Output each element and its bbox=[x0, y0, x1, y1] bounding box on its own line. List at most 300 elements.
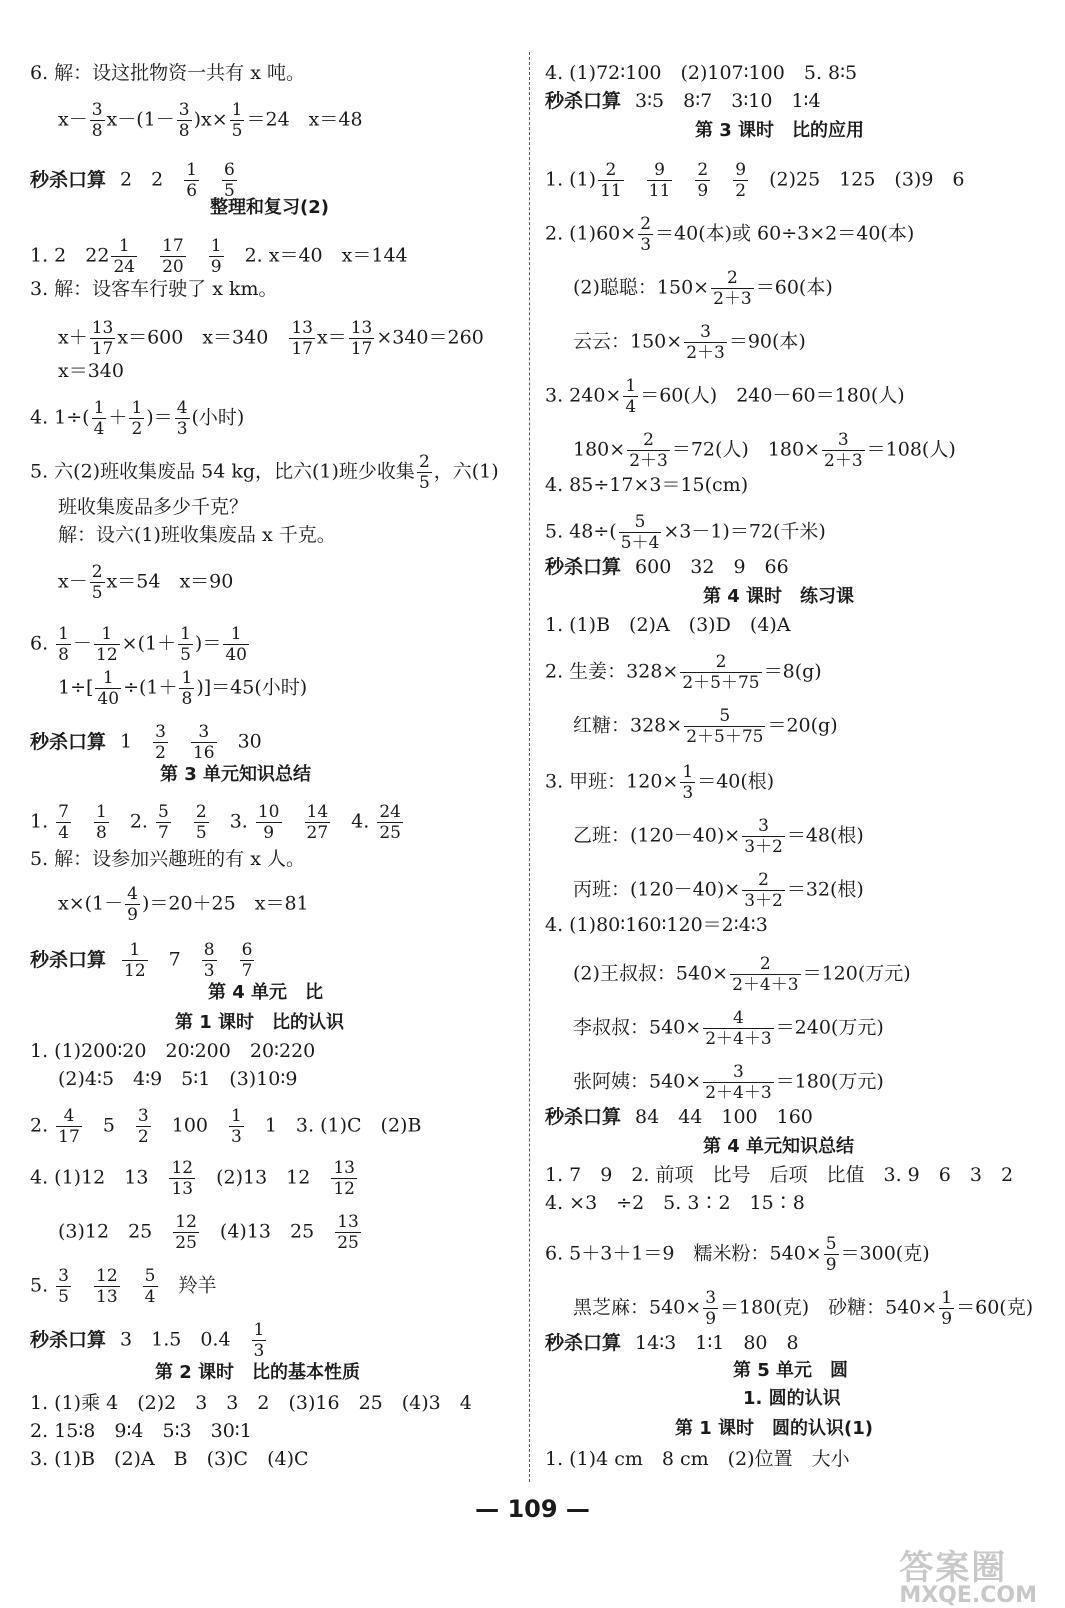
text-run bbox=[674, 169, 693, 191]
numerator: 1 bbox=[96, 802, 107, 822]
numerator: 1 bbox=[180, 624, 191, 644]
denominator: 3＋2 bbox=[744, 891, 783, 911]
text-run: x＝54 x＝90 bbox=[106, 570, 234, 593]
text-run: 第 4 单元 比 bbox=[208, 982, 324, 1003]
fraction bbox=[417, 452, 432, 493]
text-run: ＝24 x＝48 bbox=[246, 108, 363, 131]
numerator: 2 bbox=[195, 802, 207, 822]
text-run: ，六(1) bbox=[433, 460, 499, 483]
denominator: 5 bbox=[195, 823, 207, 843]
denominator: 2 bbox=[137, 1127, 149, 1147]
fraction bbox=[742, 870, 785, 911]
fraction bbox=[173, 1212, 199, 1253]
fraction bbox=[240, 940, 255, 981]
text-run bbox=[712, 169, 731, 191]
denominator: 20 bbox=[162, 257, 184, 277]
denominator: 9 bbox=[263, 823, 275, 843]
denominator: 2＋4＋3 bbox=[732, 975, 799, 995]
answer-line bbox=[30, 1158, 359, 1199]
text-run bbox=[219, 949, 238, 971]
text-run: 李叔叔：540× bbox=[573, 1016, 702, 1039]
numerator: 2 bbox=[711, 268, 754, 289]
numerator: 12 bbox=[171, 1158, 194, 1178]
column-divider bbox=[529, 52, 531, 1482]
text-run: (2)25 125 (3)9 6 bbox=[750, 168, 965, 191]
fraction bbox=[331, 1158, 357, 1199]
numerator: 3 bbox=[742, 816, 785, 837]
answer-line bbox=[58, 668, 307, 709]
answer-line bbox=[545, 1330, 799, 1356]
fraction bbox=[252, 1320, 267, 1361]
text-run: )＝ bbox=[194, 632, 222, 655]
answer-line bbox=[545, 1190, 805, 1216]
fraction bbox=[90, 562, 105, 603]
fraction bbox=[230, 100, 245, 141]
denominator: 2＋5＋75 bbox=[686, 727, 764, 747]
fraction bbox=[209, 236, 224, 277]
numerator: 13 bbox=[350, 318, 373, 338]
denominator: 9 bbox=[941, 1309, 953, 1329]
answer-line bbox=[58, 562, 233, 603]
numerator: 3 bbox=[178, 100, 190, 120]
text-run: x＝340 bbox=[58, 360, 124, 382]
text-run: 7 bbox=[149, 948, 200, 971]
denominator: 40 bbox=[225, 645, 247, 665]
fraction bbox=[160, 236, 186, 277]
numerator: 5 bbox=[158, 802, 169, 822]
text-run: 1. (1)B (2)A (3)D (4)A bbox=[545, 614, 791, 636]
denominator: 3 bbox=[682, 783, 694, 803]
fraction bbox=[647, 160, 673, 201]
text-run: x＝ bbox=[316, 326, 347, 349]
section-heading bbox=[208, 980, 323, 1006]
text-run: 1÷[ bbox=[58, 676, 94, 699]
text-run: x－(1－ bbox=[106, 108, 175, 131]
quick-calc-label: 秒杀口算 bbox=[30, 168, 107, 191]
denominator: 8 bbox=[181, 689, 193, 709]
denominator: 12 bbox=[333, 1179, 355, 1199]
denominator: 4 bbox=[625, 397, 637, 417]
denominator: 17 bbox=[350, 339, 373, 359]
text-run: 黑芝麻：540× bbox=[573, 1296, 702, 1319]
answer-line bbox=[545, 60, 857, 86]
answer-line bbox=[573, 816, 864, 857]
fraction bbox=[619, 512, 662, 553]
denominator: 3 bbox=[203, 961, 215, 981]
denominator: 9 bbox=[127, 905, 138, 925]
text-run: 云云：150× bbox=[573, 330, 683, 353]
text-run bbox=[173, 811, 192, 833]
fraction bbox=[680, 652, 761, 693]
fraction bbox=[627, 430, 670, 471]
denominator: 5 bbox=[418, 473, 430, 493]
numerator: 2 bbox=[680, 652, 761, 673]
text-run: 14∶3 1∶1 80 8 bbox=[635, 1332, 799, 1354]
text-run: 乙班：(120－40)× bbox=[573, 824, 741, 847]
fraction bbox=[156, 802, 171, 843]
denominator: 5 bbox=[58, 1287, 69, 1307]
text-run: 第 5 单元 圆 bbox=[733, 1360, 849, 1381]
numerator: 2 bbox=[91, 562, 103, 582]
denominator: 9 bbox=[825, 1255, 837, 1275]
fraction bbox=[56, 624, 71, 665]
fraction bbox=[56, 1266, 71, 1307]
answer-line bbox=[545, 554, 789, 580]
section-heading bbox=[743, 1386, 841, 1412]
text-run: 3. (1)B (2)A B (3)C (4)C bbox=[30, 1448, 309, 1470]
text-run: x＝600 x＝340 bbox=[117, 326, 288, 349]
text-run: 3∶5 8∶7 3∶10 1∶4 bbox=[635, 90, 821, 112]
denominator: 16 bbox=[192, 743, 215, 763]
numerator: 1 bbox=[941, 1288, 953, 1308]
text-run: 30 bbox=[218, 730, 262, 753]
fraction bbox=[256, 802, 282, 843]
numerator: 13 bbox=[337, 1212, 359, 1232]
text-run: x－ bbox=[58, 570, 88, 593]
fraction bbox=[939, 1288, 954, 1329]
text-run: ×340＝260 bbox=[376, 326, 484, 349]
text-run: 2. bbox=[30, 1114, 55, 1137]
fraction bbox=[638, 214, 653, 255]
denominator: 17 bbox=[91, 339, 114, 359]
fraction bbox=[623, 376, 638, 417]
fraction bbox=[179, 668, 194, 709]
fraction bbox=[349, 318, 375, 359]
numerator: 1 bbox=[122, 940, 148, 961]
fraction bbox=[822, 430, 865, 471]
denominator: 24 bbox=[113, 257, 136, 277]
numerator: 5 bbox=[825, 1234, 837, 1254]
denominator: 3 bbox=[253, 1341, 265, 1361]
text-run: ＝180(克) 砂糖：540× bbox=[720, 1296, 938, 1319]
fraction bbox=[684, 322, 727, 363]
fraction bbox=[111, 236, 137, 277]
denominator: 3 bbox=[640, 235, 652, 255]
fraction bbox=[95, 668, 121, 709]
answer-line bbox=[30, 1418, 252, 1444]
text-run: ＝108(人) bbox=[866, 438, 956, 461]
text-run: ＝20(g) bbox=[767, 714, 838, 737]
text-run: 5 bbox=[83, 1114, 134, 1137]
denominator: 11 bbox=[648, 181, 671, 201]
numerator: 2 bbox=[627, 430, 670, 451]
text-run: 张阿姨：540× bbox=[573, 1070, 702, 1093]
fraction bbox=[742, 816, 785, 857]
answer-line bbox=[573, 322, 806, 363]
text-run bbox=[170, 731, 189, 753]
page-number: — 109 — bbox=[475, 1495, 590, 1523]
section-heading bbox=[210, 195, 329, 221]
text-run bbox=[73, 811, 92, 833]
text-run: ＝40(根) bbox=[697, 770, 775, 793]
section-heading bbox=[160, 762, 311, 788]
answer-line bbox=[30, 276, 278, 302]
text-run: 5. 解：设参加兴趣班的有 x 人。 bbox=[30, 848, 305, 870]
answer-line bbox=[30, 452, 499, 493]
numerator: 3 bbox=[684, 322, 727, 343]
denominator: 25 bbox=[337, 1233, 359, 1253]
fraction bbox=[703, 1288, 718, 1329]
answer-line bbox=[30, 846, 305, 872]
fraction bbox=[184, 160, 199, 201]
denominator: 12 bbox=[96, 645, 118, 665]
numerator: 6 bbox=[224, 160, 235, 180]
numerator: 5 bbox=[684, 706, 765, 727]
fraction bbox=[335, 1212, 361, 1253]
text-run: 1. 圆的认识 bbox=[743, 1388, 841, 1409]
text-run: 3. 解：设客车行驶了 x km。 bbox=[30, 278, 278, 300]
numerator: 2 bbox=[640, 214, 652, 234]
answer-line bbox=[545, 652, 822, 693]
section-heading bbox=[675, 1416, 873, 1442]
numerator: 7 bbox=[58, 802, 69, 822]
text-run: 5. bbox=[30, 1274, 55, 1297]
fraction bbox=[733, 160, 748, 201]
fraction bbox=[377, 802, 403, 843]
fraction bbox=[223, 624, 249, 665]
answer-line bbox=[58, 318, 484, 359]
text-run bbox=[73, 1275, 92, 1297]
denominator: 2＋3 bbox=[824, 451, 863, 471]
numerator: 3 bbox=[703, 1062, 773, 1083]
quick-calc-label: 秒杀口算 bbox=[30, 948, 107, 971]
quick-calc-label: 秒杀口算 bbox=[545, 1332, 622, 1354]
denominator: 13 bbox=[96, 1287, 118, 1307]
text-run: ＝60(人) 240－60＝180(人) bbox=[640, 384, 905, 407]
text-run bbox=[626, 169, 645, 191]
denominator: 27 bbox=[306, 823, 329, 843]
denominator: 8 bbox=[178, 121, 190, 141]
text-run: )＝ bbox=[146, 406, 173, 429]
numerator: 1 bbox=[93, 398, 105, 418]
text-run: 1. (1)200∶20 20∶200 20∶220 bbox=[30, 1040, 316, 1062]
text-run: 丙班：(120－40)× bbox=[573, 878, 741, 901]
numerator: 3 bbox=[191, 722, 217, 743]
answer-line bbox=[30, 1390, 472, 1416]
text-run: 6. 5＋3＋1＝9 糯米粉：540× bbox=[545, 1242, 822, 1265]
text-run: 4. (1)72∶100 (2)107∶100 5. 8∶5 bbox=[545, 62, 858, 84]
numerator: 4 bbox=[176, 398, 188, 418]
text-run: )＝20＋25 x＝81 bbox=[141, 892, 309, 915]
numerator: 1 bbox=[625, 376, 637, 396]
text-run: 3. 甲班：120× bbox=[545, 770, 679, 793]
denominator: 9 bbox=[697, 181, 709, 201]
numerator: 1 bbox=[95, 668, 121, 689]
answer-line bbox=[573, 870, 864, 911]
denominator: 40 bbox=[97, 689, 120, 709]
numerator: 2 bbox=[730, 954, 800, 975]
text-run: (小时) bbox=[191, 406, 245, 429]
text-run bbox=[201, 169, 220, 191]
denominator: 25 bbox=[175, 1233, 197, 1253]
text-run: 第 1 课时 圆的认识(1) bbox=[675, 1418, 874, 1439]
answer-line bbox=[545, 376, 905, 417]
text-run: 第 4 单元知识总结 bbox=[703, 1136, 855, 1157]
answer-line bbox=[30, 722, 262, 763]
fraction bbox=[153, 722, 168, 763]
answer-line bbox=[30, 802, 405, 843]
numerator: 1 bbox=[94, 624, 120, 645]
text-run: 第 2 课时 比的基本性质 bbox=[155, 1362, 361, 1383]
numerator: 1 bbox=[253, 1320, 265, 1340]
numerator: 13 bbox=[333, 1158, 355, 1178]
numerator: 1 bbox=[682, 762, 694, 782]
text-run: (4)13 25 bbox=[200, 1220, 334, 1243]
text-run bbox=[188, 245, 207, 267]
numerator: 4 bbox=[56, 1106, 82, 1127]
quick-calc-label: 秒杀口算 bbox=[30, 730, 107, 753]
denominator: 8 bbox=[91, 121, 103, 141]
answer-line bbox=[30, 160, 239, 201]
denominator: 2＋5＋75 bbox=[682, 673, 760, 693]
text-run: 4. bbox=[332, 810, 376, 833]
text-run bbox=[139, 245, 158, 267]
denominator: 6 bbox=[186, 181, 198, 201]
numerator: 5 bbox=[144, 1266, 156, 1286]
numerator: 13 bbox=[91, 318, 114, 338]
text-run: 3 1.5 0.4 bbox=[120, 1328, 250, 1351]
quick-calc-label: 秒杀口算 bbox=[545, 556, 622, 578]
numerator: 9 bbox=[735, 160, 747, 180]
denominator: 4 bbox=[58, 823, 69, 843]
text-run: x×(1－ bbox=[58, 892, 124, 915]
numerator: 3 bbox=[137, 1106, 149, 1126]
fraction bbox=[680, 762, 695, 803]
text-run: 180× bbox=[573, 438, 626, 461]
answer-line bbox=[573, 954, 911, 995]
numerator: 3 bbox=[91, 100, 103, 120]
text-run: 4. 85÷17×3＝15(cm) bbox=[545, 474, 749, 496]
fraction bbox=[136, 1106, 151, 1147]
fraction bbox=[684, 706, 765, 747]
text-run: 1. bbox=[30, 810, 55, 833]
answer-line bbox=[30, 1266, 217, 1307]
fraction bbox=[90, 318, 116, 359]
text-run: ＝48(根) bbox=[786, 824, 864, 847]
denominator: 2 bbox=[155, 743, 166, 763]
text-run: ＝8(g) bbox=[763, 660, 822, 683]
denominator: 8 bbox=[96, 823, 107, 843]
text-run: 5. 48÷( bbox=[545, 520, 617, 543]
fraction bbox=[169, 1158, 195, 1199]
text-run: 1. 7 9 2. 前项 比号 后项 比值 3. 9 6 3 2 bbox=[545, 1164, 1014, 1186]
answer-line bbox=[573, 1288, 1033, 1329]
denominator: 5 bbox=[91, 583, 103, 603]
text-run: 1 3. (1)C (2)B bbox=[245, 1114, 422, 1137]
text-run: 100 bbox=[152, 1114, 227, 1137]
numerator: 1 bbox=[181, 668, 193, 688]
numerator: 13 bbox=[291, 318, 313, 338]
numerator: 24 bbox=[379, 802, 401, 822]
text-run: 1 bbox=[120, 730, 152, 753]
text-run: 3. 240× bbox=[545, 384, 622, 407]
answer-line bbox=[545, 912, 768, 938]
fraction bbox=[56, 802, 71, 843]
text-run: ＝120(万元) bbox=[802, 962, 911, 985]
text-run: 第 4 课时 练习课 bbox=[703, 586, 855, 607]
text-run: 5. 六(2)班收集废品 54 kg，比六(1)班少收集 bbox=[30, 460, 415, 483]
answer-line bbox=[545, 1446, 850, 1472]
answer-line bbox=[545, 612, 790, 638]
fraction bbox=[122, 940, 148, 981]
answer-line bbox=[30, 398, 244, 439]
fraction bbox=[94, 802, 109, 843]
section-heading bbox=[155, 1360, 360, 1386]
text-run: ＝72(人) 180× bbox=[671, 438, 821, 461]
denominator: 9 bbox=[210, 257, 222, 277]
denominator: 25 bbox=[379, 823, 401, 843]
text-run: 1. (1)4 cm 8 cm (2)位置 大小 bbox=[545, 1448, 850, 1470]
text-run: ÷(1＋ bbox=[123, 676, 178, 699]
answer-line bbox=[58, 522, 336, 548]
numerator: 3 bbox=[822, 430, 865, 451]
text-run: )]＝45(小时) bbox=[196, 676, 308, 699]
text-run: ＝60(克) bbox=[956, 1296, 1034, 1319]
text-run: (3)12 25 bbox=[58, 1220, 172, 1243]
text-run: 1. (1)乘 4 (2)2 3 3 2 (3)16 25 (4)3 4 bbox=[30, 1392, 472, 1414]
numerator: 2 bbox=[697, 160, 709, 180]
text-run: 1. 2 22 bbox=[30, 244, 110, 267]
text-run: ＝180(万元) bbox=[775, 1070, 884, 1093]
numerator: 14 bbox=[306, 802, 329, 822]
watermark-logo: 答案圈 MXQE.COM bbox=[899, 1548, 1037, 1608]
text-run: 第 3 课时 比的应用 bbox=[695, 120, 865, 141]
denominator: 2＋3 bbox=[713, 289, 752, 309]
text-run: 整理和复习(2) bbox=[210, 197, 329, 218]
numerator: 2 bbox=[742, 870, 785, 891]
fraction bbox=[703, 1062, 773, 1103]
denominator: 5＋4 bbox=[620, 533, 660, 553]
fraction bbox=[125, 884, 140, 925]
answer-line bbox=[573, 268, 833, 309]
text-run: 84 44 100 160 bbox=[635, 1106, 813, 1128]
fraction bbox=[90, 100, 105, 141]
answer-line bbox=[30, 1038, 315, 1064]
text-run: 班收集废品多少千克？ bbox=[58, 496, 249, 518]
answer-line bbox=[30, 1320, 268, 1361]
numerator: 2 bbox=[418, 452, 430, 472]
denominator: 2＋4＋3 bbox=[705, 1029, 772, 1049]
quick-calc-label: 秒杀口算 bbox=[545, 1106, 622, 1128]
text-run: 2. x＝40 x＝144 bbox=[225, 244, 408, 267]
section-heading bbox=[703, 1134, 854, 1160]
numerator: 1 bbox=[231, 100, 243, 120]
denominator: 7 bbox=[241, 961, 253, 981]
denominator: 3 bbox=[176, 419, 188, 439]
answer-line bbox=[58, 1066, 297, 1092]
denominator: 2 bbox=[735, 181, 747, 201]
numerator: 1 bbox=[58, 624, 69, 644]
fraction bbox=[703, 1008, 773, 1049]
fraction bbox=[129, 398, 144, 439]
fraction bbox=[711, 268, 754, 309]
text-run: 1. (1) bbox=[545, 168, 597, 191]
answer-line bbox=[30, 1446, 309, 1472]
numerator: 1 bbox=[210, 236, 222, 256]
answer-line bbox=[545, 1234, 930, 1275]
text-run: (2)13 12 bbox=[197, 1166, 330, 1189]
text-run: 解：设六(1)班收集废品 x 千克。 bbox=[58, 524, 336, 546]
answer-line bbox=[545, 512, 826, 553]
denominator: 5 bbox=[180, 645, 191, 665]
text-run: ＝240(万元) bbox=[775, 1016, 884, 1039]
answer-line bbox=[30, 940, 256, 981]
numerator: 10 bbox=[257, 802, 280, 822]
fraction bbox=[289, 318, 315, 359]
answer-line bbox=[30, 1106, 421, 1147]
text-run: 2 2 bbox=[120, 168, 183, 191]
denominator: 8 bbox=[58, 645, 69, 665]
